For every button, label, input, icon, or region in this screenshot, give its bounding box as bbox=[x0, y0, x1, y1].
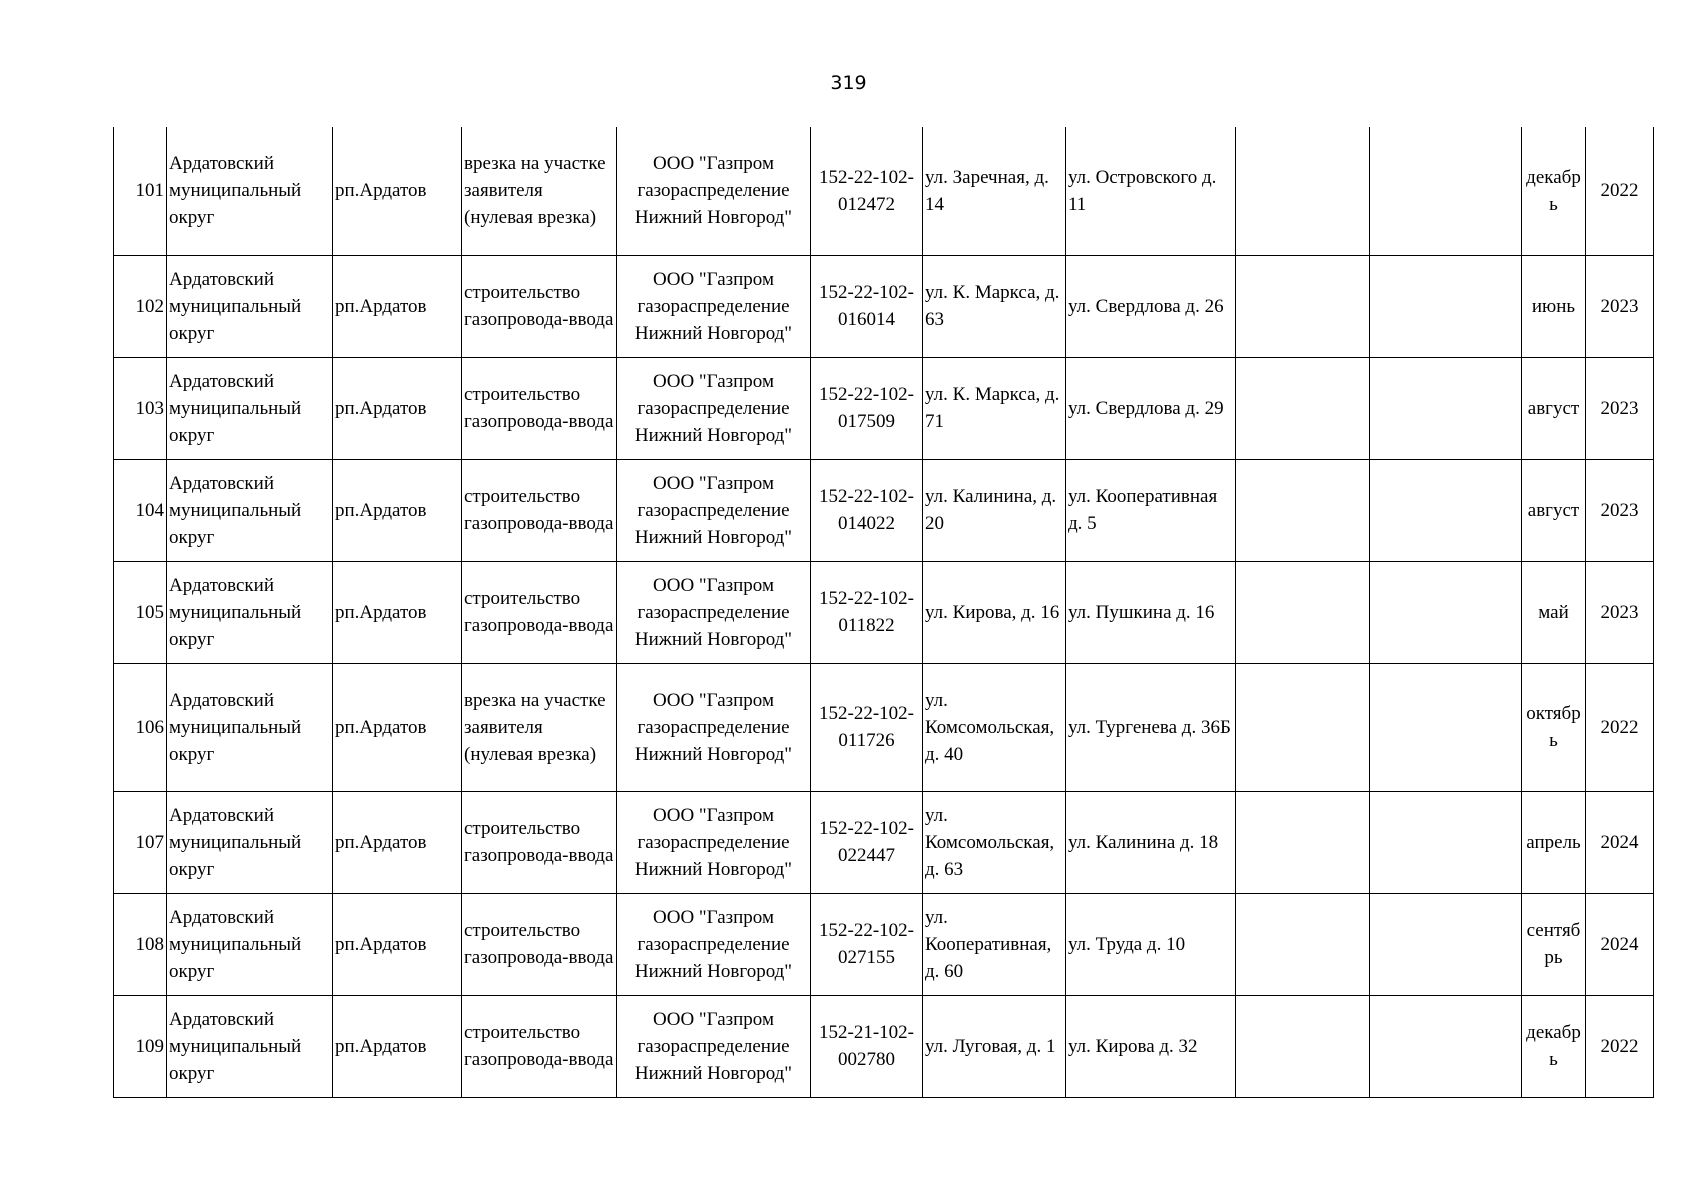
organization-cell: ООО "Газпром газораспределение Нижний Новгород" bbox=[617, 561, 811, 663]
district-cell: Ардатовский муниципальный округ bbox=[167, 357, 333, 459]
district-cell: Ардатовский муниципальный округ bbox=[167, 255, 333, 357]
table-row bbox=[114, 561, 1654, 663]
empty-cell bbox=[1370, 663, 1522, 791]
organization-cell: ООО "Газпром газораспределение Нижний Новгород" bbox=[617, 663, 811, 791]
connection-address-cell: ул. Свердлова д. 29 bbox=[1066, 357, 1236, 459]
month-cell: декабрь bbox=[1522, 127, 1586, 255]
empty-cell bbox=[1370, 893, 1522, 995]
row-number-cell: 102 bbox=[114, 255, 167, 357]
request-code-cell: 152-22-102-027155 bbox=[811, 893, 923, 995]
table-row bbox=[114, 995, 1654, 1097]
empty-cell bbox=[1236, 893, 1370, 995]
row-number-cell: 109 bbox=[114, 995, 167, 1097]
empty-cell bbox=[1236, 255, 1370, 357]
organization-cell: ООО "Газпром газораспределение Нижний Новгород" bbox=[617, 459, 811, 561]
table-row bbox=[114, 663, 1654, 791]
object-address-cell: ул. Кооперативная, д. 60 bbox=[923, 893, 1066, 995]
district-cell: Ардатовский муниципальный округ bbox=[167, 791, 333, 893]
organization-cell: ООО "Газпром газораспределение Нижний Новгород" bbox=[617, 995, 811, 1097]
object-address-cell: ул. Заречная, д. 14 bbox=[923, 127, 1066, 255]
table-row bbox=[114, 459, 1654, 561]
year-cell: 2024 bbox=[1586, 893, 1654, 995]
empty-cell bbox=[1370, 995, 1522, 1097]
month-cell: май bbox=[1522, 561, 1586, 663]
work-type-cell: строительство газопровода-ввода bbox=[462, 995, 617, 1097]
month-cell: август bbox=[1522, 357, 1586, 459]
request-code-cell: 152-22-102-022447 bbox=[811, 791, 923, 893]
district-cell: Ардатовский муниципальный округ bbox=[167, 893, 333, 995]
connection-address-cell: ул. Свердлова д. 26 bbox=[1066, 255, 1236, 357]
work-type-cell: врезка на участке заявителя (нулевая врезка) bbox=[462, 127, 617, 255]
object-address-cell: ул. Луговая, д. 1 bbox=[923, 995, 1066, 1097]
empty-cell bbox=[1370, 791, 1522, 893]
connection-address-cell: ул. Кооперативная д. 5 bbox=[1066, 459, 1236, 561]
work-type-cell: строительство газопровода-ввода bbox=[462, 791, 617, 893]
settlement-cell: рп.Ардатов bbox=[333, 255, 462, 357]
request-code-cell: 152-22-102-017509 bbox=[811, 357, 923, 459]
settlement-cell: рп.Ардатов bbox=[333, 459, 462, 561]
organization-cell: ООО "Газпром газораспределение Нижний Новгород" bbox=[617, 893, 811, 995]
empty-cell bbox=[1370, 127, 1522, 255]
table-body bbox=[114, 127, 1654, 1097]
request-code-cell: 152-22-102-012472 bbox=[811, 127, 923, 255]
row-number-cell: 106 bbox=[114, 663, 167, 791]
row-number-cell: 104 bbox=[114, 459, 167, 561]
request-code-cell: 152-21-102-002780 bbox=[811, 995, 923, 1097]
settlement-cell: рп.Ардатов bbox=[333, 893, 462, 995]
settlement-cell: рп.Ардатов bbox=[333, 561, 462, 663]
month-cell: сентябрь bbox=[1522, 893, 1586, 995]
year-cell: 2022 bbox=[1586, 663, 1654, 791]
request-code-cell: 152-22-102-014022 bbox=[811, 459, 923, 561]
year-cell: 2023 bbox=[1586, 561, 1654, 663]
year-cell: 2022 bbox=[1586, 995, 1654, 1097]
empty-cell bbox=[1236, 791, 1370, 893]
connection-address-cell: ул. Труда д. 10 bbox=[1066, 893, 1236, 995]
work-type-cell: строительство газопровода-ввода bbox=[462, 357, 617, 459]
organization-cell: ООО "Газпром газораспределение Нижний Новгород" bbox=[617, 791, 811, 893]
settlement-cell: рп.Ардатов bbox=[333, 663, 462, 791]
empty-cell bbox=[1370, 357, 1522, 459]
table-row bbox=[114, 255, 1654, 357]
year-cell: 2023 bbox=[1586, 255, 1654, 357]
district-cell: Ардатовский муниципальный округ bbox=[167, 127, 333, 255]
connection-address-cell: ул. Островского д. 11 bbox=[1066, 127, 1236, 255]
settlement-cell: рп.Ардатов bbox=[333, 791, 462, 893]
connection-address-cell: ул. Калинина д. 18 bbox=[1066, 791, 1236, 893]
object-address-cell: ул. Комсомольская, д. 63 bbox=[923, 791, 1066, 893]
empty-cell bbox=[1236, 459, 1370, 561]
work-type-cell: строительство газопровода-ввода bbox=[462, 893, 617, 995]
object-address-cell: ул. Кирова, д. 16 bbox=[923, 561, 1066, 663]
month-cell: октябрь bbox=[1522, 663, 1586, 791]
table-row bbox=[114, 357, 1654, 459]
work-type-cell: врезка на участке заявителя (нулевая врезка) bbox=[462, 663, 617, 791]
page-number: 319 bbox=[830, 72, 867, 94]
request-code-cell: 152-22-102-016014 bbox=[811, 255, 923, 357]
empty-cell bbox=[1236, 561, 1370, 663]
month-cell: июнь bbox=[1522, 255, 1586, 357]
row-number-cell: 101 bbox=[114, 127, 167, 255]
row-number-cell: 105 bbox=[114, 561, 167, 663]
row-number-cell: 107 bbox=[114, 791, 167, 893]
empty-cell bbox=[1236, 663, 1370, 791]
connection-address-cell: ул. Тургенева д. 36Б bbox=[1066, 663, 1236, 791]
object-address-cell: ул. К. Маркса, д. 63 bbox=[923, 255, 1066, 357]
empty-cell bbox=[1236, 995, 1370, 1097]
district-cell: Ардатовский муниципальный округ bbox=[167, 995, 333, 1097]
work-type-cell: строительство газопровода-ввода bbox=[462, 459, 617, 561]
connection-address-cell: ул. Кирова д. 32 bbox=[1066, 995, 1236, 1097]
empty-cell bbox=[1370, 561, 1522, 663]
request-code-cell: 152-22-102-011822 bbox=[811, 561, 923, 663]
year-cell: 2024 bbox=[1586, 791, 1654, 893]
month-cell: декабрь bbox=[1522, 995, 1586, 1097]
district-cell: Ардатовский муниципальный округ bbox=[167, 459, 333, 561]
object-address-cell: ул. К. Маркса, д. 71 bbox=[923, 357, 1066, 459]
table-row bbox=[114, 127, 1654, 255]
table-row bbox=[114, 893, 1654, 995]
table-row bbox=[114, 791, 1654, 893]
settlement-cell: рп.Ардатов bbox=[333, 995, 462, 1097]
empty-cell bbox=[1236, 357, 1370, 459]
empty-cell bbox=[1236, 127, 1370, 255]
month-cell: апрель bbox=[1522, 791, 1586, 893]
object-address-cell: ул. Калинина, д. 20 bbox=[923, 459, 1066, 561]
object-address-cell: ул. Комсомольская, д. 40 bbox=[923, 663, 1066, 791]
settlement-cell: рп.Ардатов bbox=[333, 357, 462, 459]
organization-cell: ООО "Газпром газораспределение Нижний Новгород" bbox=[617, 255, 811, 357]
organization-cell: ООО "Газпром газораспределение Нижний Новгород" bbox=[617, 357, 811, 459]
row-number-cell: 103 bbox=[114, 357, 167, 459]
empty-cell bbox=[1370, 459, 1522, 561]
empty-cell bbox=[1370, 255, 1522, 357]
settlement-cell: рп.Ардатов bbox=[333, 127, 462, 255]
row-number-cell: 108 bbox=[114, 893, 167, 995]
organization-cell: ООО "Газпром газораспределение Нижний Новгород" bbox=[617, 127, 811, 255]
gas-connection-table bbox=[113, 127, 1654, 1098]
month-cell: август bbox=[1522, 459, 1586, 561]
district-cell: Ардатовский муниципальный округ bbox=[167, 561, 333, 663]
year-cell: 2023 bbox=[1586, 357, 1654, 459]
work-type-cell: строительство газопровода-ввода bbox=[462, 561, 617, 663]
connection-address-cell: ул. Пушкина д. 16 bbox=[1066, 561, 1236, 663]
year-cell: 2023 bbox=[1586, 459, 1654, 561]
district-cell: Ардатовский муниципальный округ bbox=[167, 663, 333, 791]
work-type-cell: строительство газопровода-ввода bbox=[462, 255, 617, 357]
request-code-cell: 152-22-102-011726 bbox=[811, 663, 923, 791]
year-cell: 2022 bbox=[1586, 127, 1654, 255]
